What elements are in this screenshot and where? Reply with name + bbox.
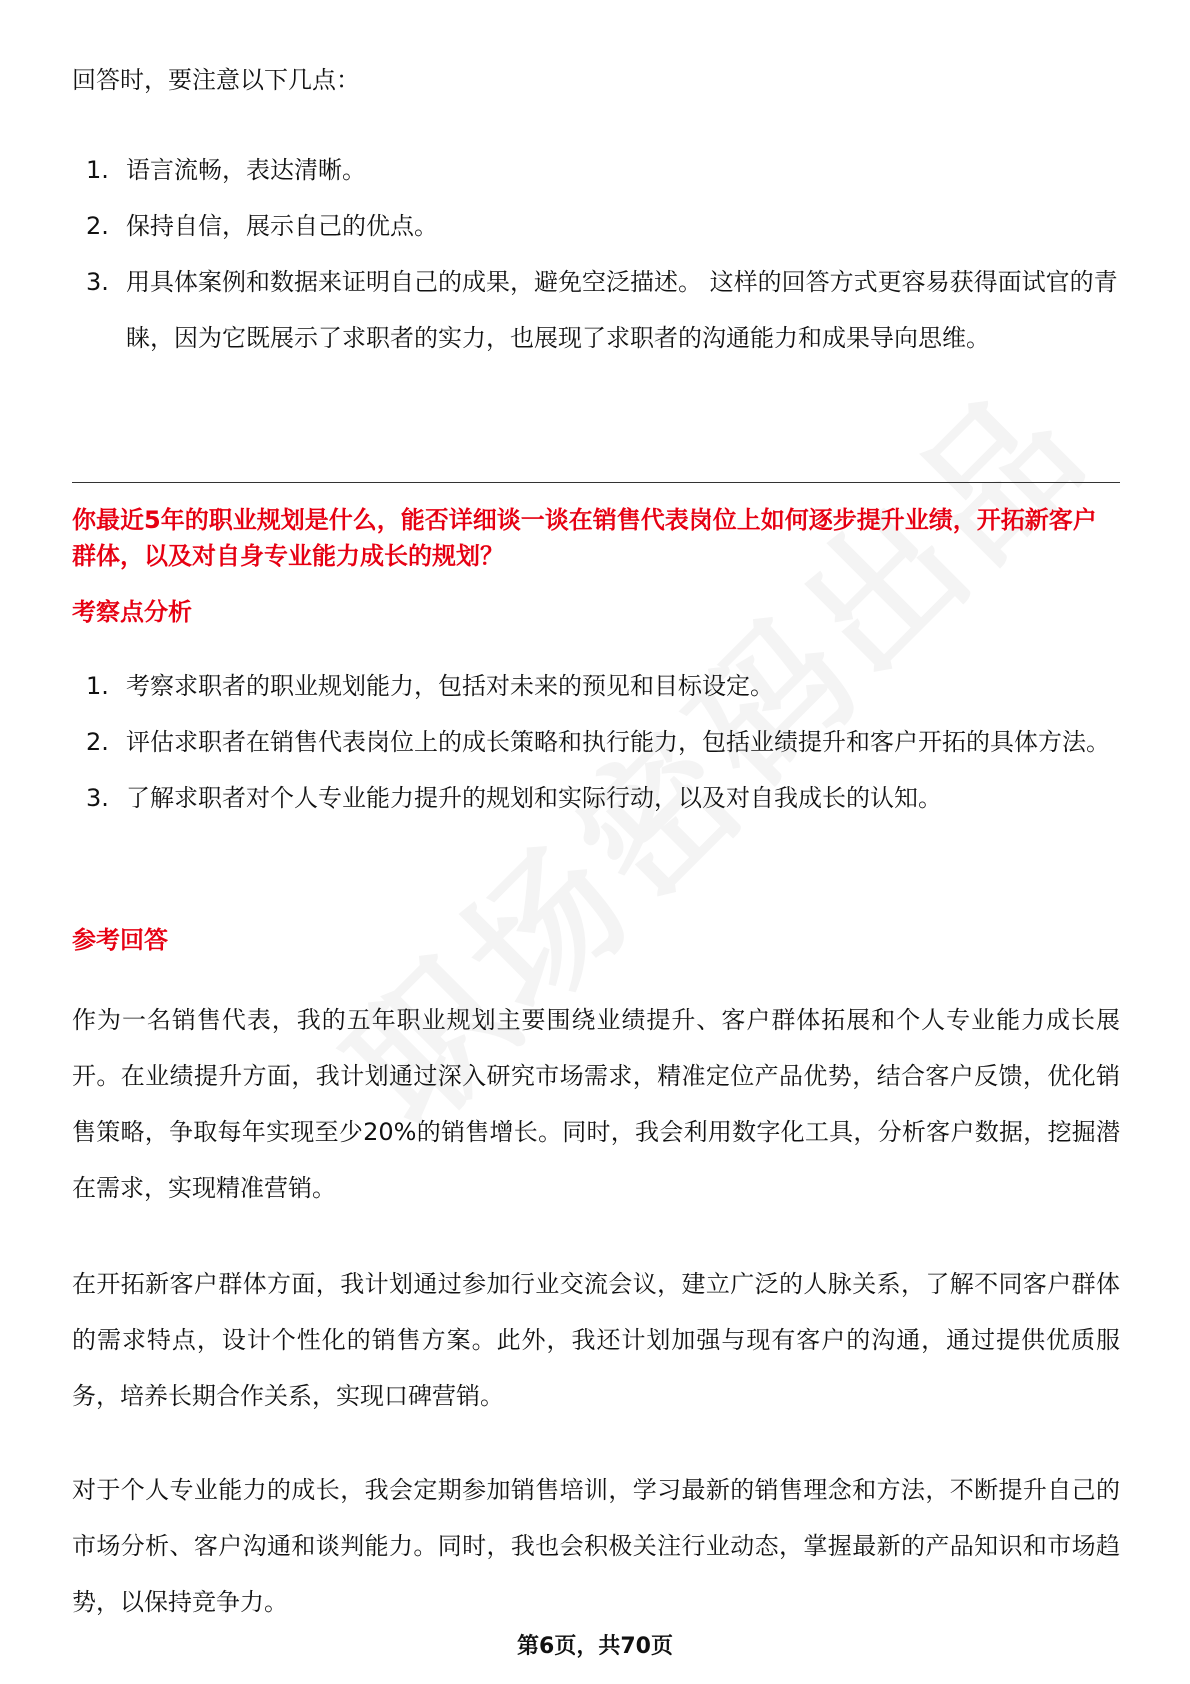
list-item — [72, 198, 1120, 254]
answer-paragraph: 对于个人专业能力的成长，我会定期参加销售培训，学习最新的销售理念和方法，不断提升自己的市场分析、客户沟通和谈判能力。同时，我也会积极关注行业动态，掌握最新的产品知识和市场趋势，以保持竞争力。 — [72, 1476, 1120, 1616]
list-item — [72, 142, 1120, 198]
page-footer: 第6页，共70页 — [517, 1634, 673, 1659]
list-item — [72, 254, 1120, 366]
tips-list — [72, 142, 1120, 366]
intro-text: 回答时，要注意以下几点： — [72, 66, 360, 94]
list-item — [72, 770, 1120, 826]
list-text: 用具体案例和数据来证明自己的成果，避免空泛描述。 这样的回答方式更容易获得面试官的青睐，因为它既展示了求职者的实力，也展现了求职者的沟通能力和成果导向思维。 — [126, 268, 1118, 352]
list-number: 1. — [86, 672, 109, 700]
list-number: 3. — [86, 784, 109, 812]
analysis-list — [72, 658, 1120, 826]
list-text: 评估求职者在销售代表岗位上的成长策略和执行能力，包括业绩提升和客户开拓的具体方法。 — [126, 728, 1110, 756]
list-text: 语言流畅，表达清晰。 — [126, 156, 366, 184]
list-text: 考察求职者的职业规划能力，包括对未来的预见和目标设定。 — [126, 672, 774, 700]
list-number: 1. — [86, 156, 109, 184]
answer-paragraph: 在开拓新客户群体方面，我计划通过参加行业交流会议，建立广泛的人脉关系，了解不同客户群体的需求特点，设计个性化的销售方案。此外，我还计划加强与现有客户的沟通，通过提供优质服务，培养长期合作关系，实现口碑营销。 — [72, 1270, 1120, 1410]
list-text: 保持自信，展示自己的优点。 — [126, 212, 438, 240]
section-divider — [72, 482, 1120, 483]
answer-paragraph: 作为一名销售代表，我的五年职业规划主要围绕业绩提升、客户群体拓展和个人专业能力成长展开。在业绩提升方面，我计划通过深入研究市场需求，精准定位产品优势，结合客户反馈，优化销售策略，争取每年实现至少20%的销售增长。同时，我会利用数字化工具，分析客户数据，挖掘潜在需求，实现精准营销。 — [72, 1006, 1120, 1202]
answer-heading: 参考回答 — [72, 926, 168, 954]
analysis-heading: 考察点分析 — [72, 598, 192, 626]
list-text: 了解求职者对个人专业能力提升的规划和实际行动，以及对自我成长的认知。 — [126, 784, 942, 812]
list-number: 2. — [86, 728, 109, 756]
list-number: 2. — [86, 212, 109, 240]
list-item — [72, 714, 1120, 770]
question-title: 你最近5年的职业规划是什么，能否详细谈一谈在销售代表岗位上如何逐步提升业绩，开拓新客户群体，以及对自身专业能力成长的规划？ — [72, 506, 1097, 570]
list-item — [72, 658, 1120, 714]
list-number: 3. — [86, 268, 109, 296]
